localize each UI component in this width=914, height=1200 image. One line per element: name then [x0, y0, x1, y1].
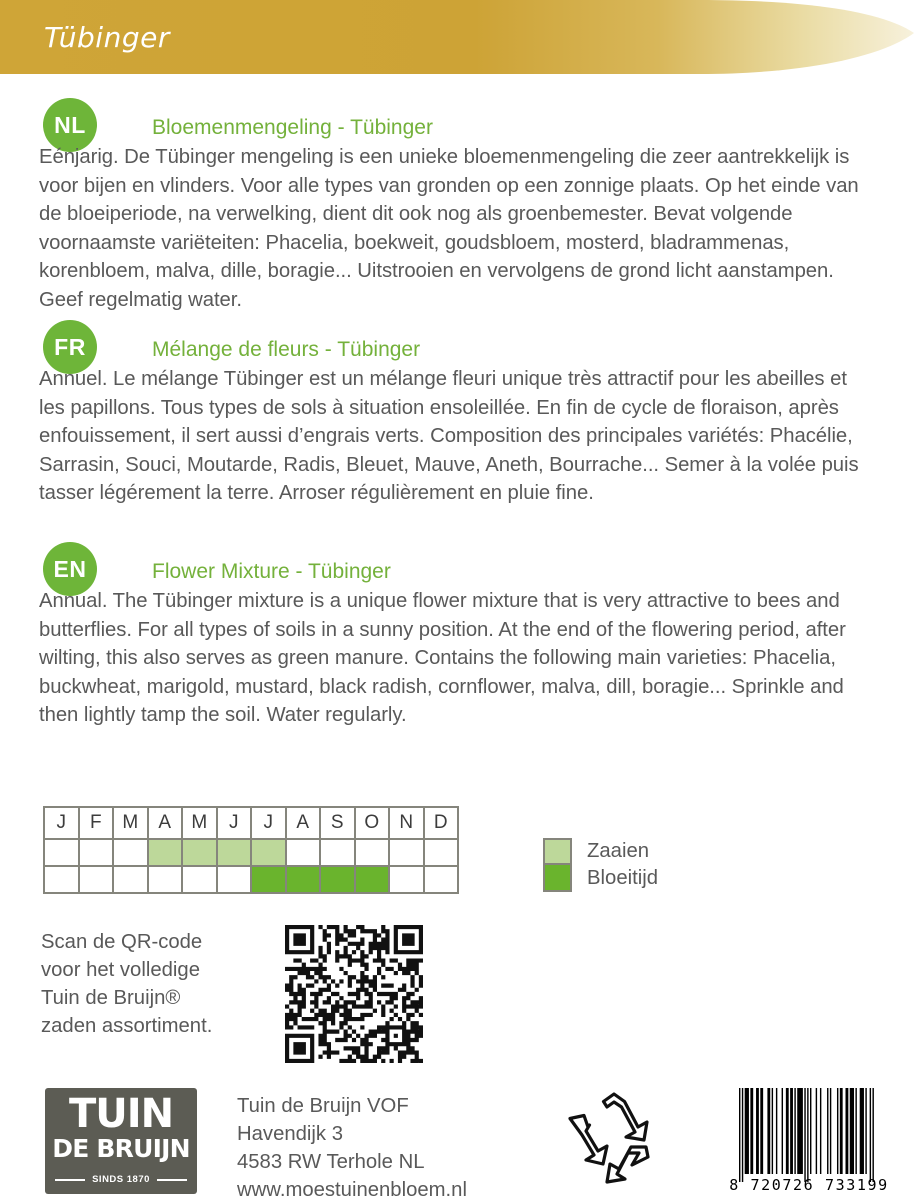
- address-website: www.moestuinenbloem.nl: [237, 1179, 467, 1200]
- legend-swatch-sowing: [543, 838, 572, 865]
- calendar-flowering-cell: [424, 866, 459, 893]
- language-title-fr: Mélange de fleurs - Tübinger: [152, 338, 421, 361]
- svg-text:8 720726 733199: 8 720726 733199: [729, 1176, 889, 1194]
- language-title-nl: Bloemenmengeling - Tübinger: [152, 116, 433, 139]
- calendar-sowing-cell: [355, 839, 390, 866]
- header-band: [0, 0, 914, 84]
- calendar-sowing-cell-active: [251, 839, 286, 866]
- calendar-month-cell: A: [148, 807, 183, 839]
- calendar-flowering-cell-active: [286, 866, 321, 893]
- recycle-icon: [562, 1091, 666, 1191]
- calendar-sowing-cell: [389, 839, 424, 866]
- calendar-sowing-cell: [320, 839, 355, 866]
- calendar-flowering-cell-active: [251, 866, 286, 893]
- qr-instructions-line-4: zaden assortiment.: [41, 1015, 213, 1037]
- calendar-month-cell: D: [424, 807, 459, 839]
- qr-instructions-line-3: Tuin de Bruijn®: [41, 987, 181, 1009]
- calendar-sowing-cell: [44, 839, 79, 866]
- calendar-month-cell: N: [389, 807, 424, 839]
- logo-since-text: SINDS 1870: [92, 1174, 150, 1185]
- calendar-flowering-cell: [79, 866, 114, 893]
- legend-label-sowing: Zaaien: [587, 840, 650, 862]
- logo-rule-left: [55, 1179, 85, 1181]
- qr-instructions: [41, 928, 271, 1040]
- calendar-month-cell: O: [355, 807, 390, 839]
- logo-rule-right: [157, 1179, 187, 1181]
- calendar-flowering-cell-active: [355, 866, 390, 893]
- calendar-month-cell: F: [79, 807, 114, 839]
- calendar-sowing-cell: [286, 839, 321, 866]
- address-line-3: 4583 RW Terhole NL: [237, 1151, 425, 1173]
- legend-swatch-flowering: [543, 865, 572, 892]
- calendar-month-row: [44, 807, 458, 839]
- calendar-month-cell: J: [217, 807, 252, 839]
- legend-label-flowering: Bloeitijd: [587, 867, 659, 889]
- legend-row-sowing: [543, 838, 658, 865]
- calendar-legend: [543, 838, 658, 892]
- legend-row-flowering: [543, 865, 658, 892]
- calendar-flowering-cell: [217, 866, 252, 893]
- calendar-month-cell: M: [182, 807, 217, 839]
- calendar-flowering-cell-active: [320, 866, 355, 893]
- calendar-sowing-row: [44, 839, 458, 866]
- language-badge-nl: NL: [43, 98, 97, 152]
- calendar-flowering-cell: [113, 866, 148, 893]
- language-body-nl: Eénjarig. De Tübinger mengeling is een unieke bloemenmengeling die zeer aantrekkelijk is voor bijen en vlinders. Voor alle types van gronden op een zonnige plaats. Op het einde van de bloeiperiode, na verwelking, dient dit ook nog als groenbemester. Bevat volgende voornaamste variëteiten: Phacelia, boekweit, goudsbloem, mosterd, bladrammenas, korenbloem, malva, dille, boragie... Uitstrooien en vervolgens de grond licht aanstampen. Geef regelmatig water.: [39, 146, 859, 311]
- brand-logo: [45, 1088, 197, 1194]
- calendar-flowering-cell: [148, 866, 183, 893]
- calendar-month-cell: M: [113, 807, 148, 839]
- calendar-sowing-cell: [424, 839, 459, 866]
- qr-code[interactable]: [285, 925, 423, 1063]
- calendar-sowing-cell: [79, 839, 114, 866]
- language-title-en: Flower Mixture - Tübinger: [152, 560, 391, 583]
- logo-line-1: TUIN: [68, 1091, 174, 1137]
- language-body-fr: Annuel. Le mélange Tübinger est un mélange fleuri unique très attractif pour les abeilles et les papillons. Tous types de sols à situation ensoleillée. En fin de cycle de floraison, après enfouissement, il sert aussi d’engrais verts. Composition des principales variétés: Phacélie, Sarrasin, Souci, Moutarde, Radis, Bleuet, Mauve, Aneth, Bourrache... Semer à la volée puis tasser légérement la terre. Arroser régulièrement en pluie fine.: [39, 368, 859, 504]
- company-address: [237, 1092, 467, 1200]
- calendar-flowering-cell: [389, 866, 424, 893]
- qr-instructions-line-1: Scan de QR-code: [41, 931, 203, 953]
- calendar-flowering-cell: [44, 866, 79, 893]
- calendar-flowering-cell: [182, 866, 217, 893]
- language-badge-en: EN: [43, 542, 97, 596]
- logo-since: [45, 1174, 197, 1185]
- calendar-month-cell: A: [286, 807, 321, 839]
- sowing-calendar: [43, 806, 459, 894]
- calendar-flowering-row: [44, 866, 458, 893]
- address-line-2: Havendijk 3: [237, 1123, 343, 1145]
- calendar-sowing-cell-active: [182, 839, 217, 866]
- page-title: Tübinger: [44, 21, 170, 54]
- language-badge-fr: FR: [43, 320, 97, 374]
- qr-instructions-line-2: voor het volledige: [41, 959, 200, 981]
- language-body-en: Annual. The Tübinger mixture is a unique flower mixture that is very attractive to bees and butterflies. For all types of soils in a sunny position. At the end of the flowering period, after wilting, this also serves as green manure. Contains the following main varieties: Phacelia, buckwheat, marigold, mustard, black radish, cornflower, malva, dill, boragie... Sprinkle and then lightly tamp the soil. Water regularly.: [39, 590, 846, 726]
- barcode: [717, 1084, 902, 1194]
- address-line-1: Tuin de Bruijn VOF: [237, 1095, 409, 1117]
- calendar-sowing-cell: [113, 839, 148, 866]
- calendar-month-cell: J: [44, 807, 79, 839]
- calendar-month-cell: S: [320, 807, 355, 839]
- logo-line-2: DE BRUIJN: [52, 1134, 190, 1163]
- calendar-sowing-cell-active: [217, 839, 252, 866]
- calendar-sowing-cell-active: [148, 839, 183, 866]
- calendar-month-cell: J: [251, 807, 286, 839]
